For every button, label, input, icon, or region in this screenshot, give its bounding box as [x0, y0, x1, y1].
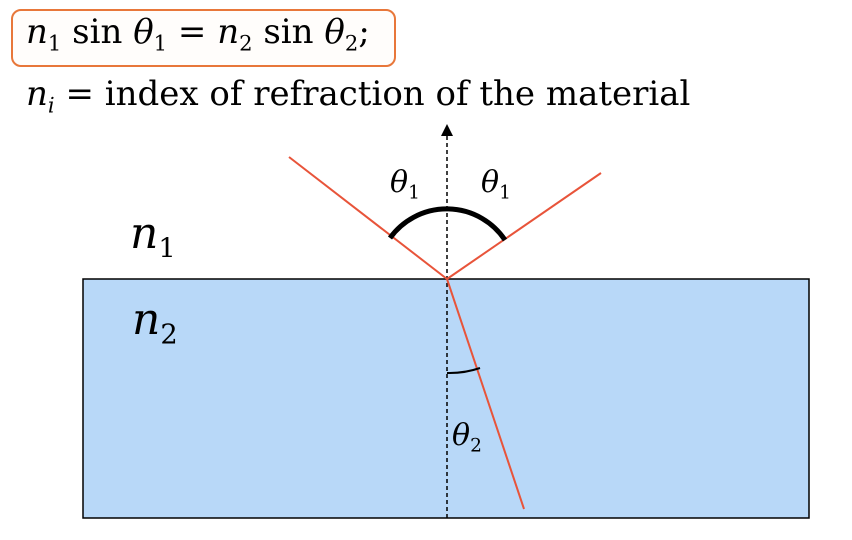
formula-sin1: sin — [72, 12, 123, 52]
reflected-angle-label — [481, 165, 511, 204]
incident-angle-symbol: θ — [390, 165, 409, 200]
formula-theta2-sub: 2 — [344, 30, 359, 56]
incident-ray — [289, 157, 447, 279]
definition-var-sub: i — [47, 92, 55, 118]
formula-n1: n — [26, 12, 48, 52]
medium-n2-symbol: n — [132, 294, 161, 345]
formula-equals: = — [177, 12, 207, 52]
medium-n1-symbol: n — [130, 208, 159, 259]
incident-angle-label — [390, 165, 420, 204]
definition-text: = index of refraction of the material — [65, 74, 691, 114]
medium-n2-sub: 2 — [160, 319, 178, 351]
formula-semicolon: ; — [358, 12, 370, 52]
refracted-angle-label — [452, 418, 482, 457]
definition-var: n — [26, 74, 48, 114]
medium-n1-sub: 1 — [158, 233, 176, 265]
medium-n2-block — [83, 279, 809, 518]
formula-theta1-sub: 1 — [153, 30, 168, 56]
formula-theta2: θ — [324, 12, 345, 52]
formula-n2: n — [217, 12, 240, 52]
formula-sin2: sin — [263, 12, 314, 52]
refracted-angle-sub: 2 — [470, 435, 482, 457]
incident-angle-sub: 1 — [408, 182, 420, 204]
formula-n2-sub: 2 — [239, 30, 253, 56]
medium-n1-label — [130, 208, 176, 265]
formula-n1-sub: 1 — [47, 30, 62, 56]
medium-n2-label — [132, 294, 178, 351]
reflected-ray — [447, 173, 601, 279]
reflected-angle-sub: 1 — [499, 182, 511, 204]
formula-theta1: θ — [133, 12, 154, 52]
reflected-angle-symbol: θ — [481, 165, 500, 200]
refracted-angle-symbol: θ — [452, 418, 471, 453]
